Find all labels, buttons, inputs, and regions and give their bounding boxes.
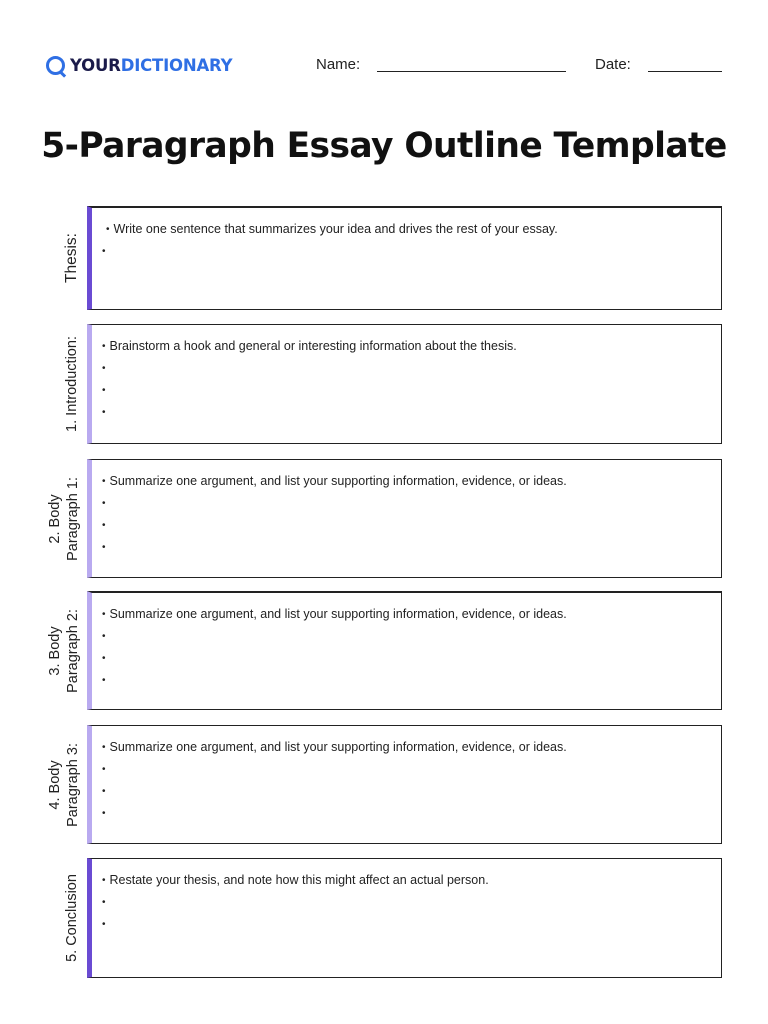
list-item[interactable]	[102, 401, 721, 423]
section-label-body-paragraph-1: 2. Body Paragraph 1:	[47, 476, 81, 561]
list-item[interactable]	[102, 758, 721, 780]
introduction-bullet-list	[92, 325, 721, 423]
thesis-box[interactable]	[87, 206, 722, 310]
date-field[interactable]	[648, 71, 722, 72]
list-item[interactable]	[102, 891, 721, 913]
date-label: Date:	[595, 56, 631, 73]
body-paragraph-1-box[interactable]	[87, 459, 722, 578]
list-item[interactable]	[102, 379, 721, 401]
section-label-thesis: Thesis:	[63, 233, 80, 283]
search-icon	[46, 56, 65, 75]
conclusion-box[interactable]	[87, 858, 722, 978]
section-label-body-paragraph-3: 4. Body Paragraph 3:	[47, 742, 81, 827]
list-item[interactable]	[102, 647, 721, 669]
conclusion-bullet-list	[92, 859, 721, 935]
introduction-box[interactable]	[87, 324, 722, 444]
list-item[interactable]	[102, 357, 721, 379]
section-label-introduction: 1. Introduction:	[64, 336, 81, 432]
body-paragraph-3-bullet-list	[92, 726, 721, 824]
list-item[interactable]	[102, 492, 721, 514]
list-item[interactable]	[102, 669, 721, 691]
list-item[interactable]	[102, 780, 721, 802]
name-label: Name:	[316, 56, 361, 73]
list-item[interactable]: • Brainstorm a hook and general or interesting information about the thesis.	[102, 335, 721, 357]
name-field[interactable]	[377, 71, 566, 72]
list-item[interactable]	[102, 625, 721, 647]
section-label-conclusion: 5. Conclusion	[64, 874, 81, 962]
list-item[interactable]: • Summarize one argument, and list your supporting information, evidence, or ideas.	[102, 736, 721, 758]
list-item[interactable]: • Summarize one argument, and list your supporting information, evidence, or ideas.	[102, 470, 721, 492]
thesis-bullet-list	[92, 208, 721, 262]
logo-text: YOURDICTIONARY	[70, 55, 233, 75]
page-title: 5-Paragraph Essay Outline Template	[41, 126, 727, 166]
list-item[interactable]	[102, 802, 721, 824]
list-item[interactable]: • Summarize one argument, and list your supporting information, evidence, or ideas.	[102, 603, 721, 625]
list-item[interactable]: • Restate your thesis, and note how this might affect an actual person.	[102, 869, 721, 891]
list-item[interactable]	[102, 514, 721, 536]
section-label-body-paragraph-2: 3. Body Paragraph 2:	[47, 608, 81, 693]
body-paragraph-1-bullet-list	[92, 460, 721, 558]
list-item[interactable]	[102, 536, 721, 558]
list-item[interactable]: • Write one sentence that summarizes your idea and drives the rest of your essay.	[102, 218, 721, 240]
list-item[interactable]	[102, 240, 721, 262]
list-item[interactable]	[102, 913, 721, 935]
yourdictionary-logo[interactable]	[46, 54, 232, 76]
body-paragraph-2-bullet-list	[92, 593, 721, 691]
body-paragraph-2-box[interactable]	[87, 591, 722, 710]
body-paragraph-3-box[interactable]	[87, 725, 722, 844]
